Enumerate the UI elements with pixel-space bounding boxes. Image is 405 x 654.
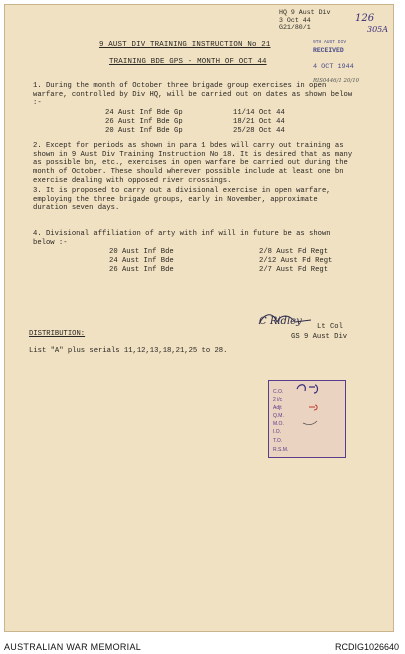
routing-item: T.O. — [273, 438, 283, 444]
signature-flourish-icon — [255, 310, 315, 328]
paragraph-2: 2. Except for periods as shown in para 1 bdes will carry out training as shown in 9 Aust Div Training Instruction No 18. It is desired that as many as possible bn, etc., exercises in open warfare be carried out during the month of October. These should wherever possible include at least one bn exercise dealing with opposed river crossings. — [33, 142, 353, 185]
routing-item: R.S.M. — [273, 447, 289, 453]
routing-item: M.O. — [273, 421, 284, 427]
routing-stamp-box — [268, 380, 346, 458]
stamp-date: 4 OCT 1944 — [313, 63, 354, 71]
para4-row-inf: 24 Aust Inf Bde — [109, 257, 174, 265]
handwritten-folio-number: 126 — [355, 13, 375, 24]
header-line-1: HQ 9 Aust Div — [279, 9, 331, 16]
document-title: 9 AUST DIV TRAINING INSTRUCTION No 21 — [99, 41, 271, 49]
stamp-ref: RIS0446/1 20/10 — [313, 78, 360, 84]
para1-row-dates: 11/14 Oct 44 — [233, 109, 285, 117]
handwritten-folio-suffix: 305A — [367, 25, 389, 34]
signatory-rank: Lt Col — [317, 323, 343, 331]
routing-item: C.O. — [273, 389, 284, 395]
stamp-top-text: 9TH AUST DIV — [313, 40, 347, 45]
paragraph-1: 1. During the month of October three brigade group exercises in open warfare, controlled by Div HQ, will be carried out on dates as shown below :- — [33, 82, 353, 108]
received-stamp — [313, 39, 377, 85]
para1-row-dates: 18/21 Oct 44 — [233, 118, 285, 126]
footer-source-label: AUSTRALIAN WAR MEMORIAL — [4, 642, 142, 652]
distribution-heading: DISTRIBUTION: — [29, 330, 86, 338]
routing-item: 2 i/c — [273, 397, 283, 403]
para4-row-arty: 2/12 Aust Fd Regt — [259, 257, 333, 265]
para4-row-arty: 2/8 Aust Fd Regt — [259, 248, 329, 256]
handwritten-signature: C Ridley — [259, 316, 302, 327]
document-sheet — [4, 4, 394, 632]
header-block — [279, 9, 330, 32]
footer-record-id: RCDIG1026640 — [334, 642, 399, 652]
signatory-appointment: GS 9 Aust Div — [291, 333, 348, 341]
routing-handwriting-icon — [269, 381, 347, 459]
para4-row-arty: 2/7 Aust Fd Regt — [259, 266, 329, 274]
document-subtitle: TRAINING BDE GPS - MONTH OF OCT 44 — [109, 58, 267, 66]
header-line-2: 3 Oct 44 — [279, 16, 311, 24]
distribution-list: List "A" plus serials 11,12,13,18,21,25 to 28. — [29, 347, 228, 355]
para4-row-inf: 20 Aust Inf Bde — [109, 248, 174, 256]
routing-item: I.O. — [273, 429, 282, 435]
stamp-label: RECEIVED — [313, 47, 344, 54]
paragraph-3: 3. It is proposed to carry out a divisional exercise in open warfare, employing the three brigade groups, early in November, approximate duration seven days. — [33, 187, 331, 213]
para1-row-unit: 20 Aust Inf Bde Gp — [105, 127, 183, 135]
routing-item: Q.M. — [273, 413, 284, 419]
para4-row-inf: 26 Aust Inf Bde — [109, 266, 174, 274]
para1-row-dates: 25/28 Oct 44 — [233, 127, 285, 135]
para1-row-unit: 26 Aust Inf Bde Gp — [105, 118, 183, 126]
routing-item: Adjt — [273, 405, 282, 411]
header-line-3: G21/80/1 — [279, 24, 311, 32]
paragraph-4: 4. Divisional affiliation of arty with inf will in future be as shown below :- — [33, 230, 331, 247]
para1-row-unit: 24 Aust Inf Bde Gp — [105, 109, 183, 117]
